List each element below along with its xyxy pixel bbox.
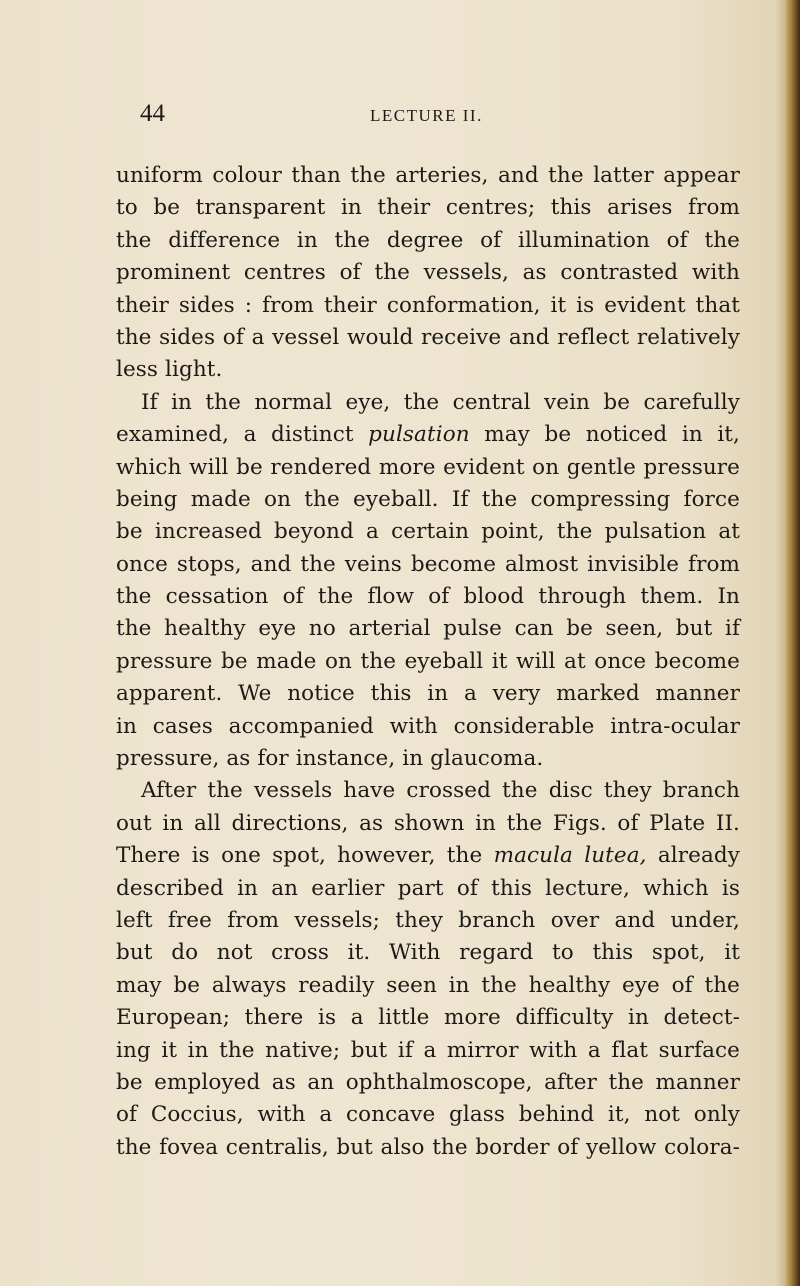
body-text: [116, 160, 740, 1164]
text-line: their sides : from their conformation, it is evident that: [116, 292, 740, 318]
running-head: LECTURE II.: [370, 106, 483, 125]
page-number: 44: [140, 100, 165, 127]
text-line: in cases accompanied with considerable intra-ocular: [116, 713, 740, 739]
italic-term-macula-lutea: macula lutea,: [493, 843, 647, 869]
text-line: described in an earlier part of this lecture, which is: [116, 875, 740, 901]
text-line: European; there is a little more difficulty in detect-: [116, 1005, 740, 1031]
text-line: the healthy eye no arterial pulse can be seen, but if: [116, 616, 740, 642]
text-line: uniform colour than the arteries, and the latter appear: [116, 163, 740, 188]
text-line: out in all directions, as shown in the Figs. of Plate II.: [116, 810, 740, 836]
text-fragment: examined, a distinct: [116, 422, 369, 448]
text-line: once stops, and the veins become almost invisible from: [116, 551, 740, 577]
text-line: prominent centres of the vessels, as contrasted with: [116, 260, 740, 286]
text-line: may be always readily seen in the healthy eye of the: [116, 972, 740, 998]
book-binding-edge: [786, 0, 800, 1286]
text-line: which will be rendered more evident on gentle pressure: [116, 454, 740, 480]
text-line: be employed as an ophthalmoscope, after the manner: [116, 1069, 740, 1095]
text-line: but do not cross it. With regard to this spot, it: [116, 940, 740, 966]
text-line: pressure, as for instance, in glaucoma.: [116, 746, 544, 772]
text-line: of Coccius, with a concave glass behind it, not only: [116, 1102, 740, 1128]
text-fragment: already: [646, 843, 740, 869]
text-line: left free from vessels; they branch over and under,: [116, 907, 740, 933]
text-line: [116, 840, 740, 872]
text-line: the difference in the degree of illumination of the: [116, 227, 740, 253]
page-header: [140, 100, 736, 136]
text-line: After the vessels have crossed the disc they branch: [141, 778, 740, 804]
text-line: apparent. We notice this in a very marked manner: [116, 681, 740, 707]
italic-term-pulsation: pulsation: [368, 422, 470, 448]
text-line: be increased beyond a certain point, the pulsation at: [116, 519, 740, 545]
text-line: the cessation of the flow of blood through them. In: [116, 584, 740, 610]
text-line: If in the normal eye, the central vein be carefully: [141, 389, 740, 415]
text-line: to be transparent in their centres; this arises from: [116, 195, 740, 221]
text-fragment: may be noticed in it,: [469, 422, 740, 448]
binding-shadow: [776, 0, 786, 1286]
text-line: pressure be made on the eyeball it will at once become: [116, 648, 740, 674]
text-line: ing it in the native; but if a mirror with a flat surface: [116, 1037, 740, 1063]
text-fragment: There is one spot, however, the: [116, 843, 494, 869]
text-line: less light.: [116, 357, 223, 383]
text-line: being made on the eyeball. If the compressing force: [116, 486, 740, 512]
text-line: the fovea centralis, but also the border of yellow colora-: [116, 1134, 740, 1160]
text-line: the sides of a vessel would receive and reflect relatively: [116, 324, 740, 350]
text-line: [116, 419, 740, 451]
